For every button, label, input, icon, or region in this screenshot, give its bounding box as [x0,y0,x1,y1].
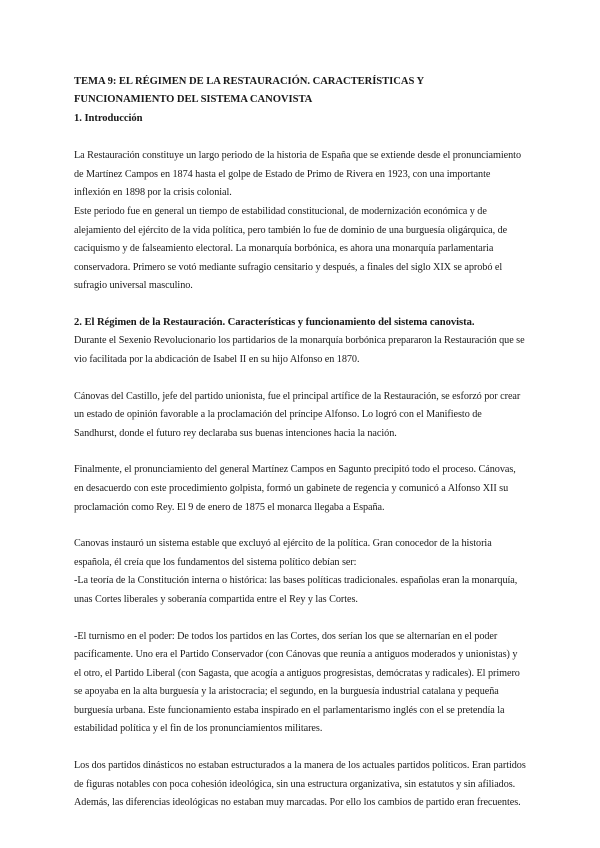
spacer [74,443,526,461]
paragraph-sexenio: Durante el Sexenio Revolucionario los partidarios de la monarquía borbónica prepararon la Restauración que se vio facilitada por la abdicación de Isabel II en su hijo Alfonso en 1870. [74,335,525,365]
document-title: TEMA 9: EL RÉGIMEN DE LA RESTAURACIÓN. CARACTERÍSTICAS Y FUNCIONAMIENTO DEL SISTEMA CANOVISTA [74,76,424,106]
spacer [74,739,526,757]
paragraph-pronunciamiento: Finalmente, el pronunciamiento del general Martínez Campos en Sagunto precipitó todo el proceso. Cánovas, en desacuerdo con este procedimiento golpista, formó un gabinete de regencia y comunicó a Alfonso XII su proclamación como Rey. El 9 de enero de 1875 el monarca llegaba a España. [74,464,516,513]
paragraph-turnismo: -El turnismo en el poder: De todos los partidos en las Cortes, dos serían los que se alternarían en el poder pacíficamente. Uno era el Partido Conservador (con Cánovas que reunía a antiguos moderados y unionistas) y el otro, el Partido Liberal (con Sagasta, que acogía a antiguos progresistas, demócratas y radicales). El primero se apoyaba en la alta burguesía y la aristocracia; el segundo, en la burguesía industrial catalana y pequeña burguesía urbana. Este funcionamiento estaba inspirado en el parlamentarismo inglés con el se pretendía la estabilidad política y el fin de los pronunciamientos militares. [74,630,520,735]
paragraph-stability: Este periodo fue en general un tiempo de estabilidad constitucional, de modernización económica y de alejamiento del ejército de la vida política, pero también lo fue de dominio de una burguesía oligárquica, de caciquismo y de falseamiento electoral. La monarquía borbónica, es ahora una monarquía parlamentaria conservadora. Primero se votó mediante sufragio censitario y después, a finales del siglo XIX se aprobó el sufragio universal masculino. [74,206,508,292]
spacer [74,128,526,147]
document-body [74,73,526,813]
section-2-heading: 2. El Régimen de la Restauración. Características y funcionamiento del sistema canovista. [74,316,475,328]
spacer [74,517,526,535]
paragraph-intro: La Restauración constituye un largo periodo de la historia de España que se extiende desde el pronunciamiento de Martínez Campos en 1874 hasta el golpe de Estado de Primo de Rivera en 1923, con una importante inflexión en 1898 por la crisis colonial. [74,150,521,199]
section-1-heading: 1. Introducción [74,112,143,124]
spacer [74,610,526,628]
paragraph-constitucion-interna: -La teoría de la Constitución interna o histórica: las bases políticas tradicionales. españolas eran la monarquía, unas Cortes liberales y soberanía compartida entre el Rey y las Cortes. [74,575,518,605]
paragraph-canovas: Cánovas del Castillo, jefe del partido unionista, fue el principal artífice de la Restauración, se esforzó por crear un estado de opinión favorable a la proclamación del príncipe Alfonso. Lo logró con el Manifiesto de Sandhurst, donde el futuro rey declaraba sus buenas intenciones hacia la nación. [74,390,521,439]
spacer [74,370,526,388]
paragraph-partidos-dinasticos: Los dos partidos dinásticos no estaban estructurados a la manera de los actuales partidos políticos. Eran partidos de figuras notables con poca cohesión ideológica, sin una estructura organizativa, sin estatutos y sin afiliados. Además, las diferencias ideológicas no estaban muy marcadas. Por ello los cambios de partido eran frecuentes. [74,760,526,809]
spacer [74,296,526,314]
paragraph-sistema: Canovas instauró un sistema estable que excluyó al ejército de la política. Gran conocedor de la historia española, él creía que los fundamentos del sistema político debían ser: [74,538,492,568]
